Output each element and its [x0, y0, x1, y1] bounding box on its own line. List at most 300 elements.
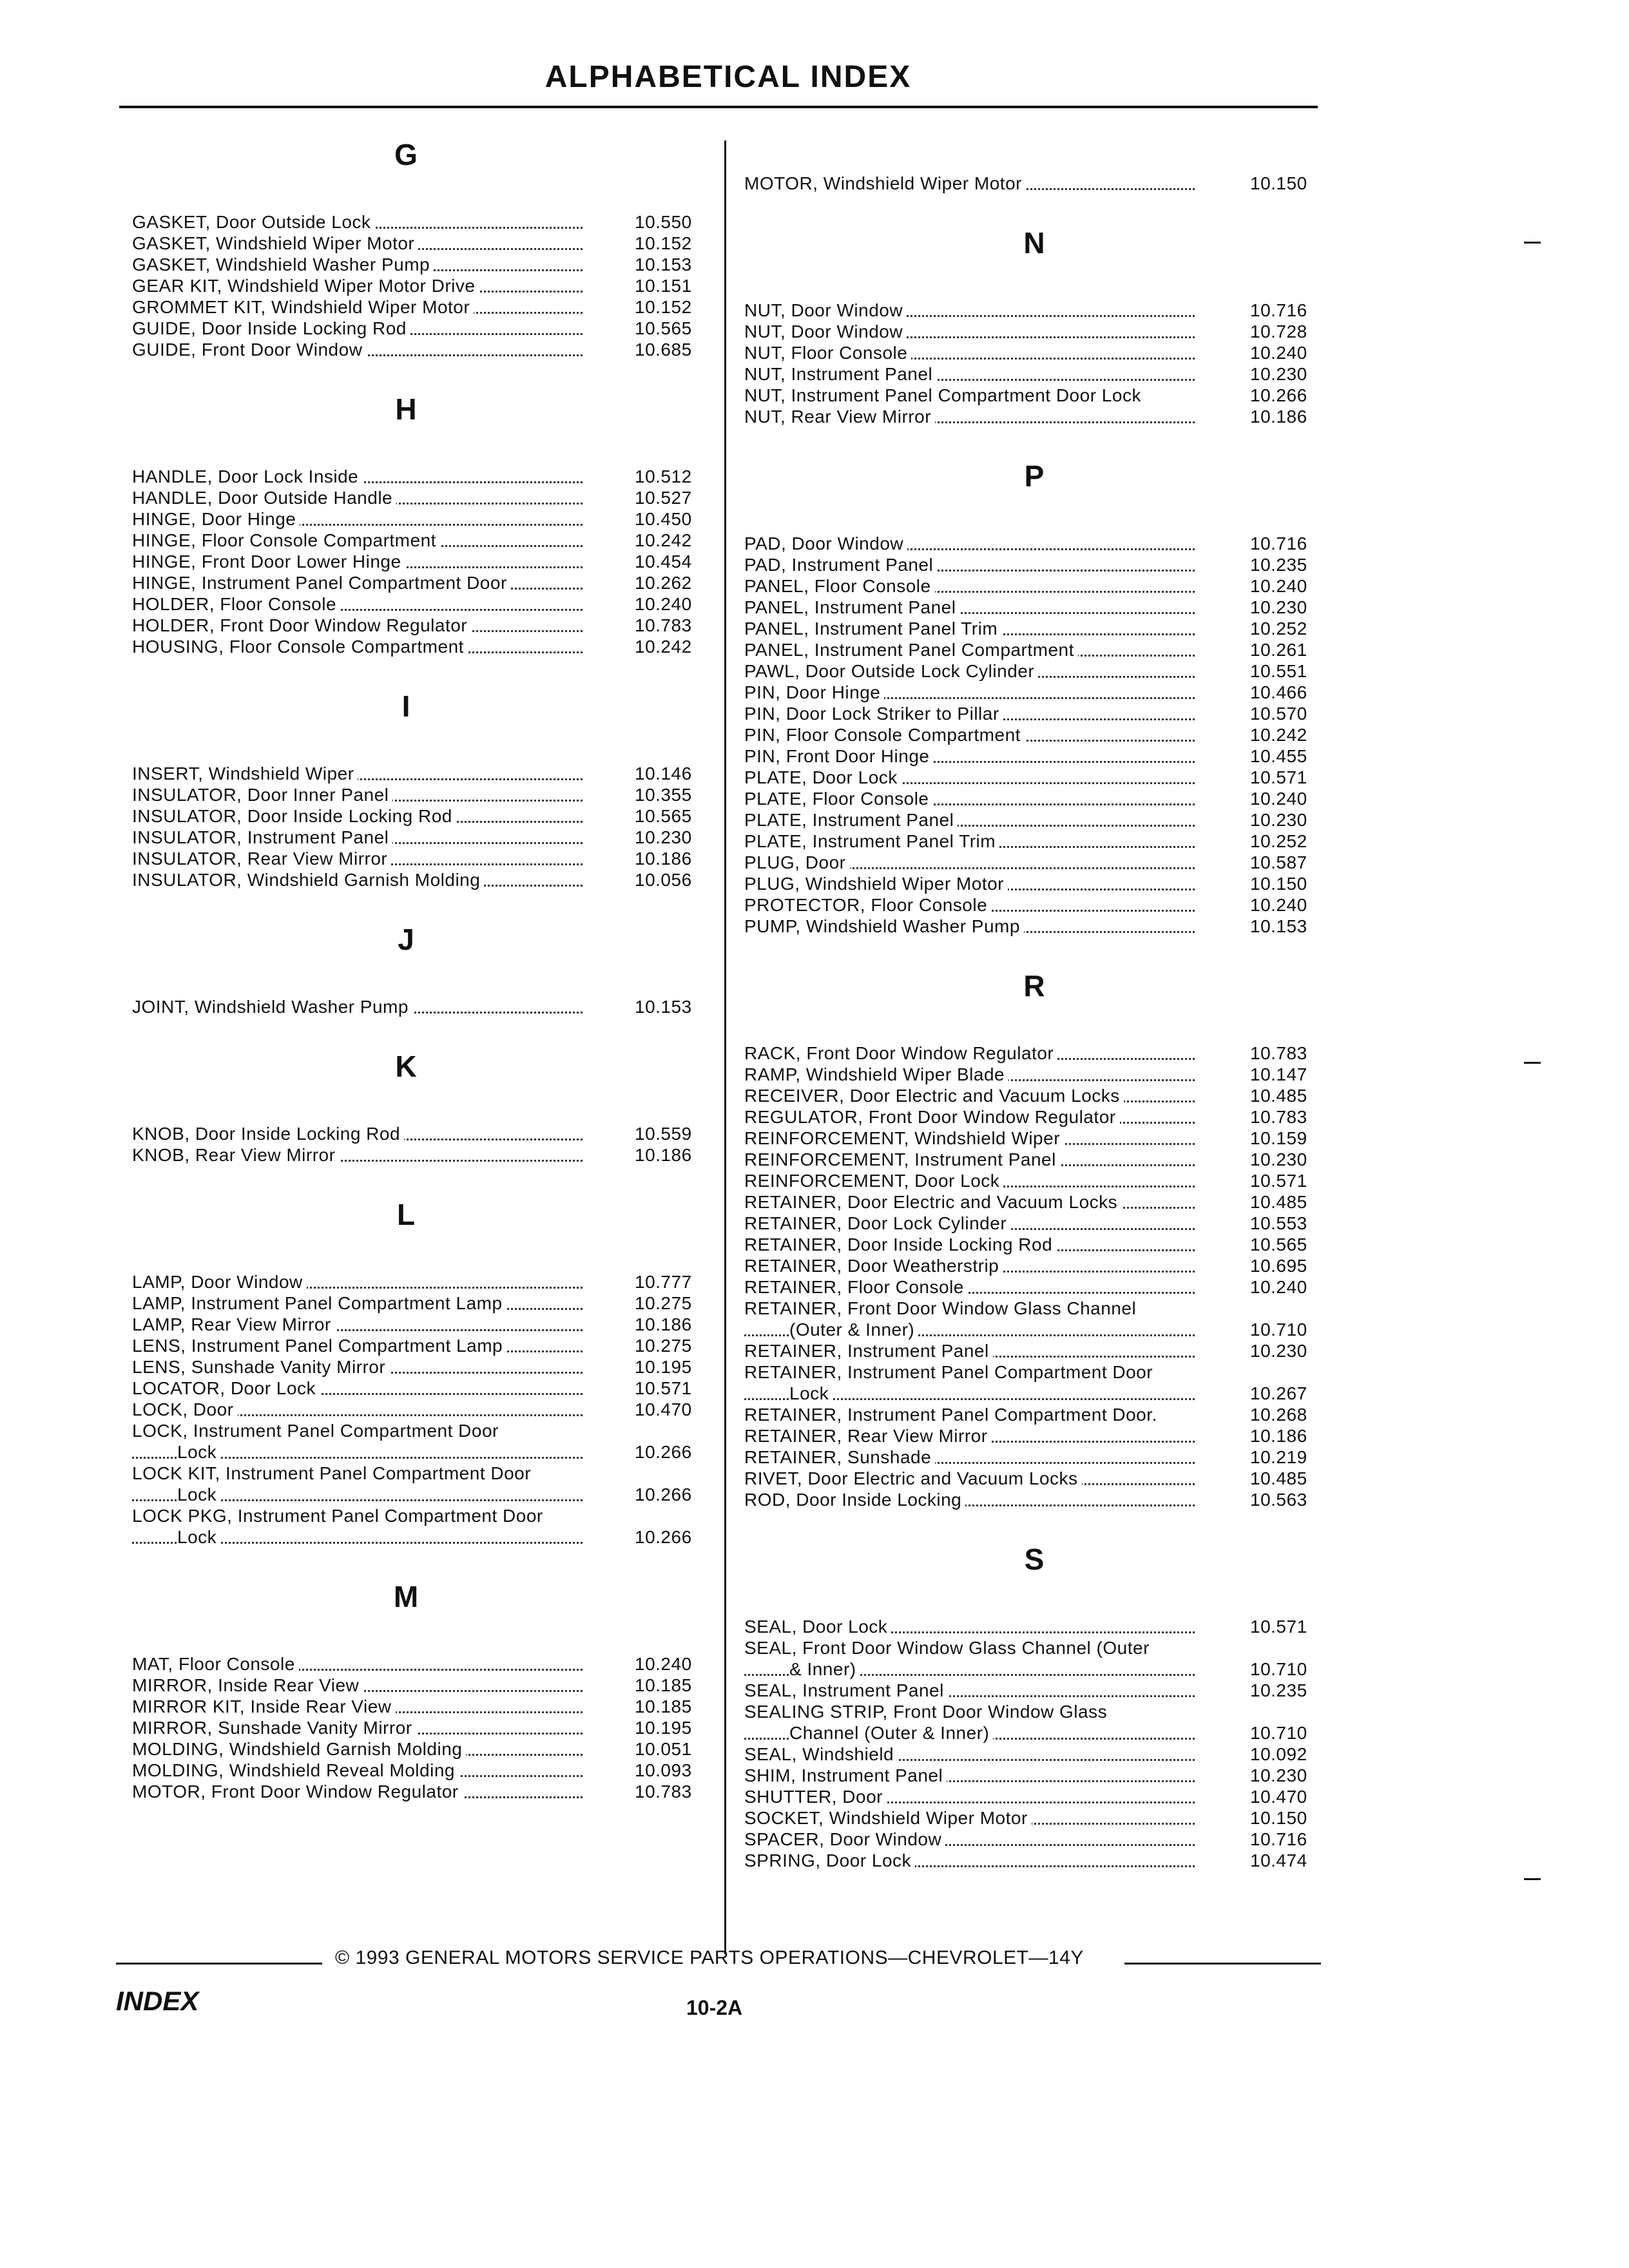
entry-page-number: 10.485 — [1250, 1468, 1307, 1488]
entry-page-number: 10.056 — [635, 870, 692, 890]
entry-name-text: GROMMET KIT, Windshield Wiper Motor — [132, 297, 474, 317]
entry-name — [744, 873, 1199, 894]
entry-page-number: 10.355 — [635, 785, 692, 805]
entry-name-text: PAWL, Door Outside Lock Cylinder — [744, 661, 1038, 681]
entry-name — [744, 342, 1199, 363]
entry-name — [132, 1271, 586, 1293]
entry-name — [744, 1255, 1199, 1276]
entry-name — [132, 763, 586, 784]
entry-name-text: RETAINER, Instrument Panel Compartment Door — [744, 1362, 1153, 1382]
entry-name-text: MOLDING, Windshield Reveal Molding — [132, 1760, 459, 1780]
entry-name-text: RAMP, Windshield Wiper Blade — [744, 1064, 1008, 1084]
entry-name-text: PLUG, Windshield Wiper Motor — [744, 874, 1008, 894]
entry-name-text: PANEL, Floor Console — [744, 576, 935, 596]
entry-name-text: RETAINER, Door Electric and Vacuum Locks — [744, 1192, 1121, 1212]
index-entry — [744, 852, 1324, 873]
entry-name — [744, 767, 1199, 788]
entry-page-number: 10.571 — [1250, 1171, 1307, 1191]
entry-name — [744, 894, 1199, 916]
entry-name-continuation — [744, 1722, 1199, 1744]
left-index-column — [132, 129, 715, 1833]
entry-page-number: 10.783 — [1250, 1107, 1307, 1127]
entry-name-text: GASKET, Door Outside Lock — [132, 212, 374, 232]
index-entry — [132, 275, 715, 296]
entry-name — [132, 1123, 586, 1144]
section-letter: I — [401, 689, 410, 723]
entry-page-number: 10.685 — [635, 340, 692, 360]
index-entry — [132, 551, 715, 572]
entry-continuation-text: (Outer & Inner) — [789, 1320, 918, 1340]
entry-name — [132, 1738, 586, 1760]
entry-name-text: PLATE, Door Lock — [744, 767, 901, 787]
entry-name — [744, 1637, 1199, 1680]
index-entry — [744, 1701, 1324, 1744]
section-letter: J — [398, 923, 414, 956]
entry-page-number: 10.262 — [635, 573, 692, 593]
index-entry — [744, 1170, 1324, 1191]
entry-name — [744, 363, 1199, 385]
index-entry-list — [132, 211, 715, 360]
entry-name-text: GEAR KIT, Windshield Wiper Motor Drive — [132, 276, 479, 296]
index-entry — [744, 1829, 1324, 1850]
section-letter: N — [1023, 226, 1045, 260]
entry-name-text: INSERT, Windshield Wiper — [132, 764, 358, 783]
entry-name — [132, 572, 586, 593]
index-entry — [132, 1696, 715, 1717]
entry-page-number: 10.275 — [635, 1336, 692, 1356]
index-entry — [744, 1680, 1324, 1701]
entry-page-number: 10.466 — [1250, 682, 1307, 702]
entry-name-text: RETAINER, Rear View Mirror — [744, 1426, 992, 1446]
entry-name — [744, 406, 1199, 427]
index-entry — [744, 406, 1324, 427]
entry-name-text: MAT, Floor Console — [132, 1654, 299, 1674]
index-entry — [132, 996, 715, 1017]
entry-name — [744, 1765, 1199, 1786]
entry-page-number: 10.710 — [1250, 1723, 1307, 1743]
index-entry — [132, 1314, 715, 1335]
index-entry — [744, 1446, 1324, 1468]
index-section — [132, 137, 715, 360]
section-letter: R — [1023, 969, 1045, 1003]
entry-name — [744, 1170, 1199, 1191]
page-title: ALPHABETICAL INDEX — [545, 60, 912, 94]
entry-name — [744, 597, 1199, 618]
entry-page-number: 10.267 — [1250, 1383, 1307, 1403]
entry-name — [744, 1191, 1199, 1213]
entry-name-text: LAMP, Rear View Mirror — [132, 1314, 335, 1334]
index-entry — [132, 1293, 715, 1314]
entry-page-number: 10.450 — [635, 509, 692, 529]
index-entry — [744, 724, 1324, 745]
entry-page-number: 10.195 — [635, 1357, 692, 1377]
index-entry — [744, 575, 1324, 597]
entry-name — [132, 1505, 586, 1548]
entry-page-number: 10.242 — [1250, 725, 1307, 745]
entry-name-text: LOCATOR, Door Lock — [132, 1378, 320, 1398]
entry-page-number: 10.527 — [635, 488, 692, 508]
entry-page-number: 10.152 — [635, 233, 692, 253]
entry-name — [744, 1616, 1199, 1637]
entry-page-number: 10.565 — [1250, 1235, 1307, 1254]
entry-name-text: HOLDER, Front Door Window Regulator — [132, 615, 471, 635]
entry-name-text: RETAINER, Instrument Panel Compartment Door. — [744, 1405, 1161, 1425]
entry-name — [744, 1829, 1199, 1850]
index-entry — [132, 784, 715, 805]
entry-page-number: 10.783 — [635, 1782, 692, 1802]
entry-name — [744, 1234, 1199, 1255]
margin-tick — [1524, 1062, 1541, 1064]
entry-page-number: 10.252 — [1250, 831, 1307, 851]
entry-name-text: INSULATOR, Door Inside Locking Rod — [132, 806, 456, 826]
index-entry — [744, 745, 1324, 767]
index-section — [132, 1196, 715, 1548]
index-entry — [132, 1463, 715, 1505]
entry-name — [744, 1085, 1199, 1106]
entry-name-text: LOCK KIT, Instrument Panel Compartment Door — [132, 1463, 532, 1483]
entry-page-number: 10.485 — [1250, 1192, 1307, 1212]
index-entry — [132, 572, 715, 593]
entry-page-number: 10.275 — [635, 1293, 692, 1313]
entry-name — [132, 296, 586, 318]
entry-name-text: HANDLE, Door Lock Inside — [132, 466, 362, 486]
entry-page-number: 10.571 — [635, 1378, 692, 1398]
entry-name — [132, 1293, 586, 1314]
entry-name-text: RETAINER, Door Lock Cylinder — [744, 1213, 1010, 1233]
entry-name-text: NUT, Rear View Mirror — [744, 407, 935, 427]
entry-name — [132, 869, 586, 890]
index-entry — [744, 703, 1324, 724]
entry-name-text: PIN, Door Hinge — [744, 682, 884, 702]
entry-page-number: 10.565 — [635, 806, 692, 826]
entry-name-text: HINGE, Floor Console Compartment — [132, 530, 440, 550]
entry-name-text: NUT, Floor Console — [744, 343, 911, 363]
entry-name-text: RETAINER, Sunshade — [744, 1447, 935, 1467]
entry-page-number: 10.195 — [635, 1718, 692, 1738]
entry-page-number: 10.152 — [635, 297, 692, 317]
page-number: 10-2A — [686, 1996, 743, 2019]
entry-name-text: LENS, Instrument Panel Compartment Lamp — [132, 1336, 506, 1356]
entry-page-number: 10.454 — [635, 552, 692, 572]
index-entry — [132, 1781, 715, 1802]
entry-page-number: 10.242 — [635, 637, 692, 657]
entry-name-text: PIN, Floor Console Compartment — [744, 725, 1025, 745]
entry-name — [744, 852, 1199, 873]
entry-name-text: PLATE, Floor Console — [744, 789, 933, 809]
entry-page-number: 10.565 — [635, 318, 692, 338]
entry-page-number: 10.570 — [1250, 704, 1307, 724]
index-entry — [132, 1399, 715, 1420]
entry-name — [132, 1378, 586, 1399]
entry-page-number: 10.150 — [1250, 173, 1307, 193]
entry-name — [744, 809, 1199, 831]
entry-name-text: PROTECTOR, Floor Console — [744, 895, 991, 915]
index-entry — [744, 1765, 1324, 1786]
entry-name-text: GASKET, Windshield Wiper Motor — [132, 233, 418, 253]
entry-name-text: RETAINER, Instrument Panel — [744, 1341, 993, 1361]
entry-continuation-text: Lock — [789, 1383, 833, 1403]
entry-page-number: 10.485 — [1250, 1086, 1307, 1106]
entry-name-text: PUMP, Windshield Washer Pump — [744, 916, 1024, 936]
entry-name — [744, 1276, 1199, 1298]
entry-name — [744, 916, 1199, 937]
entry-name-text: SEAL, Windshield — [744, 1744, 898, 1764]
entry-name — [744, 1361, 1199, 1404]
index-entry — [744, 916, 1324, 937]
entry-name-text: RETAINER, Floor Console — [744, 1277, 968, 1297]
entry-page-number: 10.266 — [1250, 385, 1307, 405]
entry-name — [132, 1760, 586, 1781]
entry-name — [132, 254, 586, 275]
index-entry — [132, 1123, 715, 1144]
entry-page-number: 10.266 — [635, 1527, 692, 1547]
index-entry — [132, 254, 715, 275]
entry-page-number: 10.512 — [635, 466, 692, 486]
index-entry — [744, 1807, 1324, 1829]
index-entry — [744, 1468, 1324, 1489]
entry-name-text: NUT, Instrument Panel — [744, 364, 936, 384]
index-entry — [744, 554, 1324, 575]
entry-name — [132, 1717, 586, 1738]
entry-name-continuation — [132, 1484, 586, 1505]
index-section — [744, 458, 1324, 937]
entry-name — [744, 1680, 1199, 1701]
entry-page-number: 10.230 — [1250, 1765, 1307, 1785]
entry-page-number: 10.159 — [1250, 1128, 1307, 1148]
index-section — [744, 968, 1324, 1510]
index-section — [132, 391, 715, 657]
index-entry — [132, 848, 715, 869]
entry-page-number: 10.153 — [635, 255, 692, 274]
entry-page-number: 10.716 — [1250, 533, 1307, 553]
entry-page-number: 10.268 — [1250, 1405, 1307, 1425]
entry-page-number: 10.551 — [1250, 661, 1307, 681]
entry-page-number: 10.783 — [635, 615, 692, 635]
entry-name-text: PAD, Instrument Panel — [744, 555, 937, 575]
entry-name-text: SHUTTER, Door — [744, 1787, 887, 1807]
entry-name — [744, 1807, 1199, 1829]
index-entry — [744, 1637, 1324, 1680]
section-letter: P — [1024, 459, 1045, 493]
entry-name — [744, 321, 1199, 342]
entry-name — [132, 615, 586, 636]
entry-name-text: PANEL, Instrument Panel Trim — [744, 619, 1001, 639]
entry-name-text: RETAINER, Front Door Window Glass Channel — [744, 1298, 1137, 1318]
entry-name — [744, 831, 1199, 852]
entry-page-number: 10.230 — [1250, 1341, 1307, 1361]
entry-name — [744, 660, 1199, 682]
entry-page-number: 10.147 — [1250, 1064, 1307, 1084]
entry-name — [744, 639, 1199, 660]
entry-page-number: 10.186 — [1250, 407, 1307, 427]
entry-name-text: LAMP, Door Window — [132, 1272, 307, 1292]
entry-name — [132, 1696, 586, 1717]
column-divider — [724, 140, 726, 1954]
entry-name-continuation — [744, 1383, 1199, 1404]
entry-name-text: HINGE, Instrument Panel Compartment Door — [132, 573, 511, 593]
index-entry — [132, 296, 715, 318]
index-section — [132, 1579, 715, 1802]
index-entry-list — [132, 466, 715, 657]
entry-page-number: 10.230 — [1250, 1149, 1307, 1169]
entry-page-number: 10.186 — [1250, 1426, 1307, 1446]
index-entry — [744, 1043, 1324, 1064]
entry-page-number: 10.571 — [1250, 767, 1307, 787]
entry-name — [744, 745, 1199, 767]
entry-name-text: PANEL, Instrument Panel Compartment — [744, 640, 1078, 660]
entry-name — [744, 1340, 1199, 1361]
entry-page-number: 10.716 — [1250, 300, 1307, 320]
entry-page-number: 10.150 — [1250, 1808, 1307, 1828]
index-entry — [132, 1356, 715, 1378]
entry-name — [744, 575, 1199, 597]
entry-name — [744, 788, 1199, 809]
entry-name — [132, 233, 586, 254]
entry-name — [132, 1420, 586, 1463]
index-entry — [132, 636, 715, 657]
entry-continuation-text: Lock — [177, 1442, 220, 1462]
entry-name-text: RECEIVER, Door Electric and Vacuum Locks — [744, 1086, 1124, 1106]
index-entry — [132, 593, 715, 615]
section-letter: S — [1024, 1542, 1045, 1576]
index-entry — [132, 508, 715, 530]
entry-page-number: 10.242 — [635, 530, 692, 550]
entry-continuation-text: Channel (Outer & Inner) — [789, 1723, 993, 1743]
entry-name — [744, 1043, 1199, 1064]
footer-section-label: INDEX — [116, 1986, 199, 2016]
entry-name — [744, 1064, 1199, 1085]
entry-name — [132, 827, 586, 848]
entry-name-text: PLATE, Instrument Panel Trim — [744, 831, 999, 851]
index-entry — [744, 173, 1324, 194]
index-section — [744, 225, 1324, 427]
entry-name — [132, 318, 586, 339]
index-entry — [744, 618, 1324, 639]
entry-name-text: NUT, Instrument Panel Compartment Door Lock — [744, 385, 1145, 405]
entry-name-text: MIRROR, Inside Rear View — [132, 1675, 363, 1695]
index-entry-list — [132, 1271, 715, 1548]
entry-name — [744, 1213, 1199, 1234]
entry-page-number: 10.185 — [635, 1675, 692, 1695]
entry-name — [132, 551, 586, 572]
entry-page-number: 10.470 — [635, 1399, 692, 1419]
entry-name — [132, 211, 586, 233]
entry-name-text: SEAL, Instrument Panel — [744, 1680, 948, 1700]
entry-name — [132, 784, 586, 805]
entry-page-number: 10.186 — [635, 1145, 692, 1165]
entry-name — [744, 1425, 1199, 1446]
entry-page-number: 10.240 — [635, 594, 692, 614]
section-letter: K — [395, 1050, 417, 1083]
entry-name — [132, 593, 586, 615]
index-entry — [744, 300, 1324, 321]
entry-name — [132, 1356, 586, 1378]
entry-name-text: PIN, Front Door Hinge — [744, 746, 934, 766]
entry-name — [744, 1149, 1199, 1170]
entry-page-number: 10.093 — [635, 1760, 692, 1780]
entry-name — [744, 1468, 1199, 1489]
entry-page-number: 10.235 — [1250, 1680, 1307, 1700]
index-entry — [744, 1106, 1324, 1128]
entry-page-number: 10.230 — [1250, 810, 1307, 830]
entry-continuation-text: Lock — [177, 1527, 220, 1547]
entry-page-number: 10.240 — [1250, 576, 1307, 596]
entry-name-text: JOINT, Windshield Washer Pump — [132, 997, 412, 1017]
entry-name-text: MOTOR, Windshield Wiper Motor — [744, 173, 1026, 193]
entry-name-text: INSULATOR, Windshield Garnish Molding — [132, 870, 484, 890]
entry-page-number: 10.092 — [1250, 1744, 1307, 1764]
index-entry — [132, 339, 715, 360]
entry-name — [744, 554, 1199, 575]
entry-name-text: REGULATOR, Front Door Window Regulator — [744, 1107, 1120, 1127]
index-entry — [744, 788, 1324, 809]
margin-tick — [1524, 242, 1541, 244]
entry-name — [744, 1786, 1199, 1807]
section-letter: M — [393, 1580, 419, 1613]
entry-name-text: ROD, Door Inside Locking — [744, 1490, 965, 1510]
index-entry — [132, 466, 715, 487]
entry-page-number: 10.240 — [1250, 343, 1307, 363]
entry-name — [744, 385, 1199, 406]
entry-name-text: MOLDING, Windshield Garnish Molding — [132, 1739, 466, 1759]
entry-page-number: 10.695 — [1250, 1256, 1307, 1276]
index-entry — [744, 363, 1324, 385]
entry-name — [132, 805, 586, 827]
entry-name — [132, 487, 586, 508]
entry-name-text: HINGE, Front Door Lower Hinge — [132, 552, 405, 572]
entry-name — [132, 848, 586, 869]
index-entry — [744, 639, 1324, 660]
index-entry — [132, 1378, 715, 1399]
entry-page-number: 10.186 — [635, 1314, 692, 1334]
entry-name-text: KNOB, Rear View Mirror — [132, 1145, 339, 1165]
entry-name-text: HOLDER, Floor Console — [132, 594, 340, 614]
footer-rule — [1124, 1963, 1321, 1965]
entry-continuation-text: & Inner) — [789, 1659, 860, 1679]
entry-page-number: 10.230 — [1250, 597, 1307, 617]
index-entry — [744, 1786, 1324, 1807]
entry-name — [744, 724, 1199, 745]
index-entry — [744, 1149, 1324, 1170]
index-entry — [744, 873, 1324, 894]
entry-page-number: 10.571 — [1250, 1617, 1307, 1637]
entry-name-text: SEALING STRIP, Front Door Window Glass — [744, 1702, 1108, 1722]
entry-name-text: LOCK, Door — [132, 1399, 238, 1419]
entry-name-text: SPACER, Door Window — [744, 1829, 945, 1849]
index-entry — [132, 1420, 715, 1463]
index-entry — [744, 1128, 1324, 1149]
entry-name-text: RETAINER, Door Inside Locking Rod — [744, 1235, 1056, 1254]
index-entry — [744, 831, 1324, 852]
entry-name — [744, 1489, 1199, 1510]
index-entry — [744, 660, 1324, 682]
entry-name-text: HINGE, Door Hinge — [132, 509, 300, 529]
entry-page-number: 10.151 — [635, 276, 692, 296]
index-entry — [132, 827, 715, 848]
entry-page-number: 10.728 — [1250, 322, 1307, 341]
entry-name-text: PLATE, Instrument Panel — [744, 810, 958, 830]
index-section — [132, 921, 715, 1017]
entry-page-number: 10.146 — [635, 764, 692, 783]
index-entry — [744, 1255, 1324, 1276]
entry-name-text: NUT, Door Window — [744, 300, 907, 320]
entry-page-number: 10.474 — [1250, 1850, 1307, 1870]
entry-name — [744, 1850, 1199, 1871]
entry-page-number: 10.783 — [1250, 1043, 1307, 1063]
index-entry — [132, 1335, 715, 1356]
index-entry — [132, 615, 715, 636]
entry-page-number: 10.153 — [635, 997, 692, 1017]
